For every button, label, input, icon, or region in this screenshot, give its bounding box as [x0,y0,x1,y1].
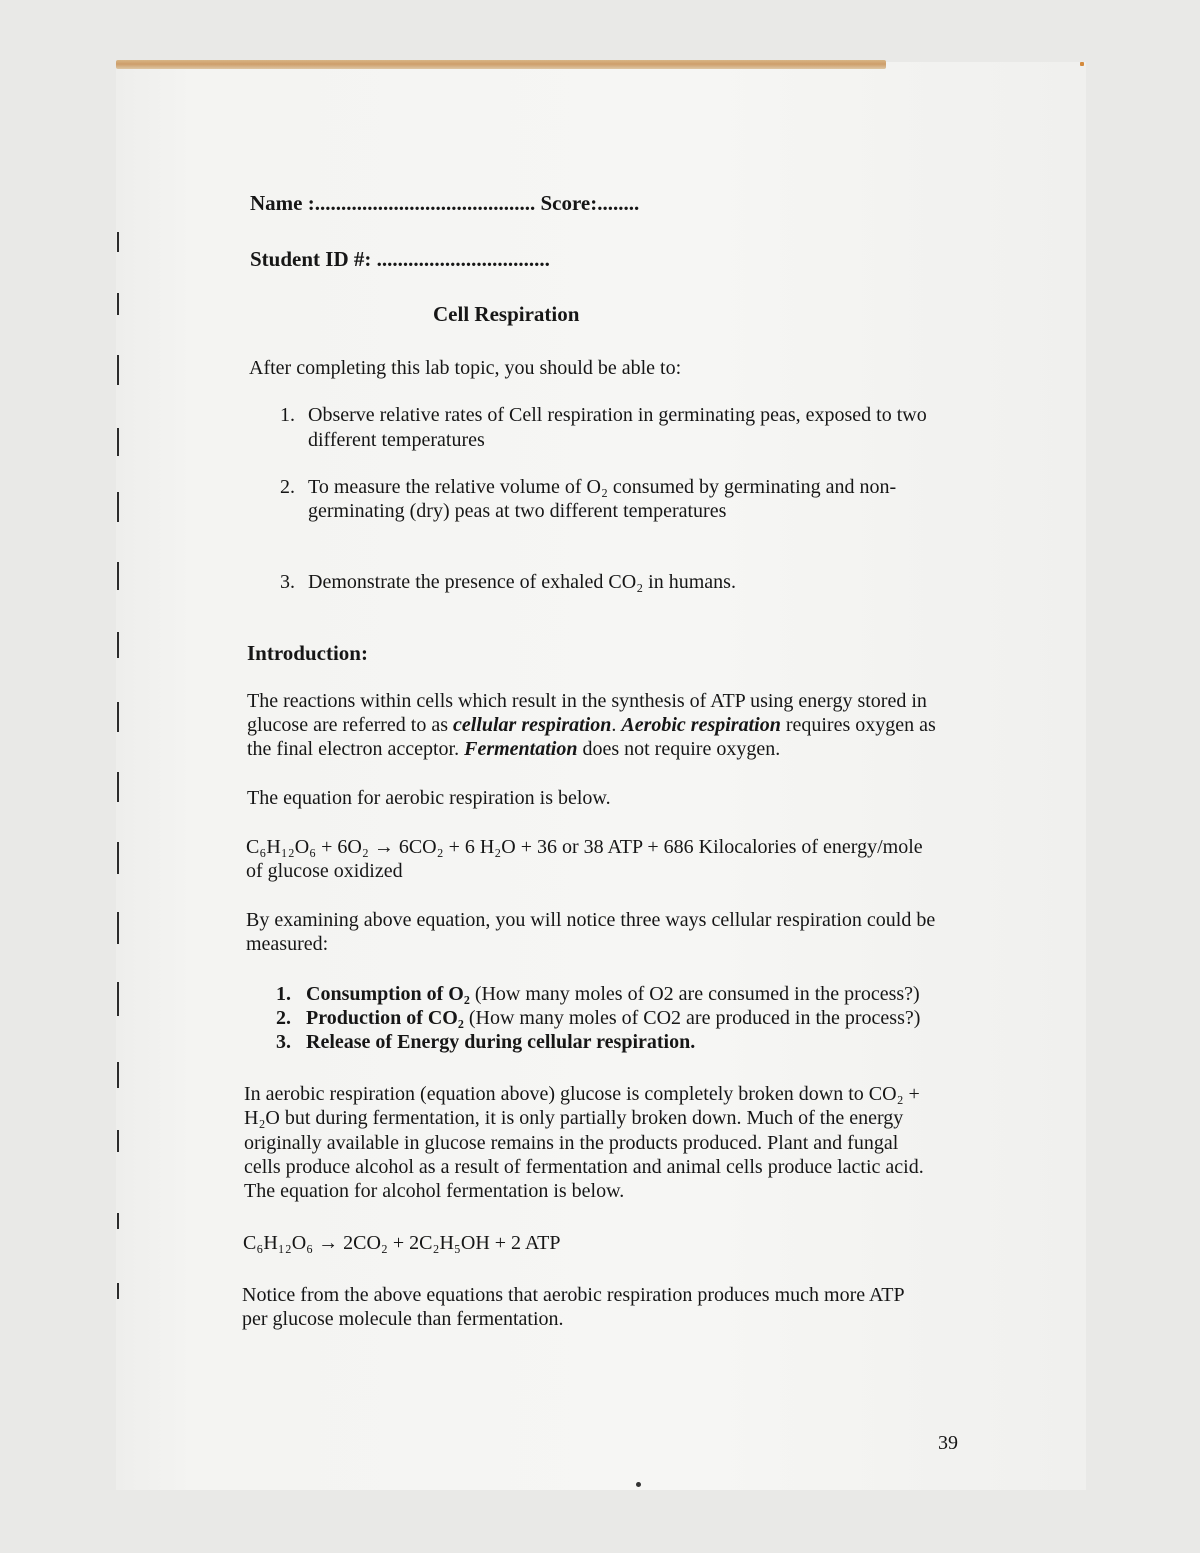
student-id-line: Student ID #: ................................. [250,247,550,271]
measure-intro: By examining above equation, you will notice three ways cellular respiration could be [246,909,936,931]
objective-2-cont: germinating (dry) peas at two different temperatures [308,500,727,522]
name-score-line: Name :.......................................... Score:........ [250,191,640,215]
aerobic-equation-cont: of glucose oxidized [246,860,403,882]
scan-speck [636,1482,641,1487]
intro-line-2 [247,713,936,737]
list-number: 2. [276,1007,291,1029]
fermentation-line-1: In aerobic respiration (equation above) glucose is completely broken down to CO₂ + [244,1083,920,1105]
objective-text: Demonstrate the presence of exhaled CO₂ in humans. [308,571,736,593]
measure-text: (How many moles of O2 are consumed in the process?) [469,983,920,1005]
term-aerobic-respiration: Aerobic respiration [621,714,781,736]
fermentation-line-4: cells produce alcohol as a result of fermentation and animal cells produce lactic acid. [244,1156,924,1178]
intro-line-1: The reactions within cells which result in the synthesis of ATP using energy stored in [247,690,927,712]
page-title: Cell Respiration [433,302,580,326]
objective-2 [280,475,896,499]
measure-intro-cont: measured: [246,933,329,955]
list-number: 2. [280,476,295,498]
text-span: the final electron acceptor. [247,738,465,760]
objective-1 [280,403,927,427]
measure-1 [276,982,920,1006]
text-span: glucose are referred to as [247,714,453,736]
fermentation-line-2: H₂O but during fermentation, it is only partially broken down. Much of the energy [244,1107,904,1129]
notice-line-1: Notice from the above equations that aerobic respiration produces much more ATP [242,1284,905,1306]
objectives-intro: After completing this lab topic, you should be able to: [249,357,682,379]
fermentation-line-5: The equation for alcohol fermentation is below. [244,1180,625,1202]
text-span: does not require oxygen. [577,738,781,760]
measure-term: Consumption of O₂ [306,983,470,1005]
objective-text: To measure the relative volume of O₂ consumed by germinating and non- [308,476,897,498]
objective-1-cont: different temperatures [308,429,485,451]
fermentation-equation: C₆H₁₂O₆ → 2CO₂ + 2C₂H₅OH + 2 ATP [243,1232,561,1254]
measure-text: (How many moles of CO2 are produced in the process?) [463,1007,921,1029]
list-number: 3. [276,1031,291,1053]
text-span: . [611,714,622,736]
objective-3 [280,570,736,594]
measure-2 [276,1006,920,1030]
equation-intro: The equation for aerobic respiration is below. [247,787,611,809]
term-cellular-respiration: cellular respiration [453,714,612,736]
measure-term: Release of Energy during cellular respiration. [306,1031,696,1053]
measure-3 [276,1030,695,1054]
fermentation-line-3: originally available in glucose remains in the products produced. Plant and fungal [244,1132,899,1154]
term-fermentation: Fermentation [464,738,578,760]
list-number: 3. [280,571,295,593]
measure-term: Production of CO₂ [306,1007,464,1029]
intro-line-3 [247,737,780,761]
list-number: 1. [280,404,295,426]
text-span: requires oxygen as [780,714,936,736]
notice-line-2: per glucose molecule than fermentation. [242,1308,564,1330]
page-number: 39 [938,1432,958,1454]
introduction-heading: Introduction: [247,641,368,665]
list-number: 1. [276,983,291,1005]
objective-text: Observe relative rates of Cell respiration in germinating peas, exposed to two [308,404,927,426]
aerobic-equation: C₆H₁₂O₆ + 6O₂ → 6CO₂ + 6 H₂O + 36 or 38 ATP + 686 Kilocalories of energy/mole [246,836,923,858]
